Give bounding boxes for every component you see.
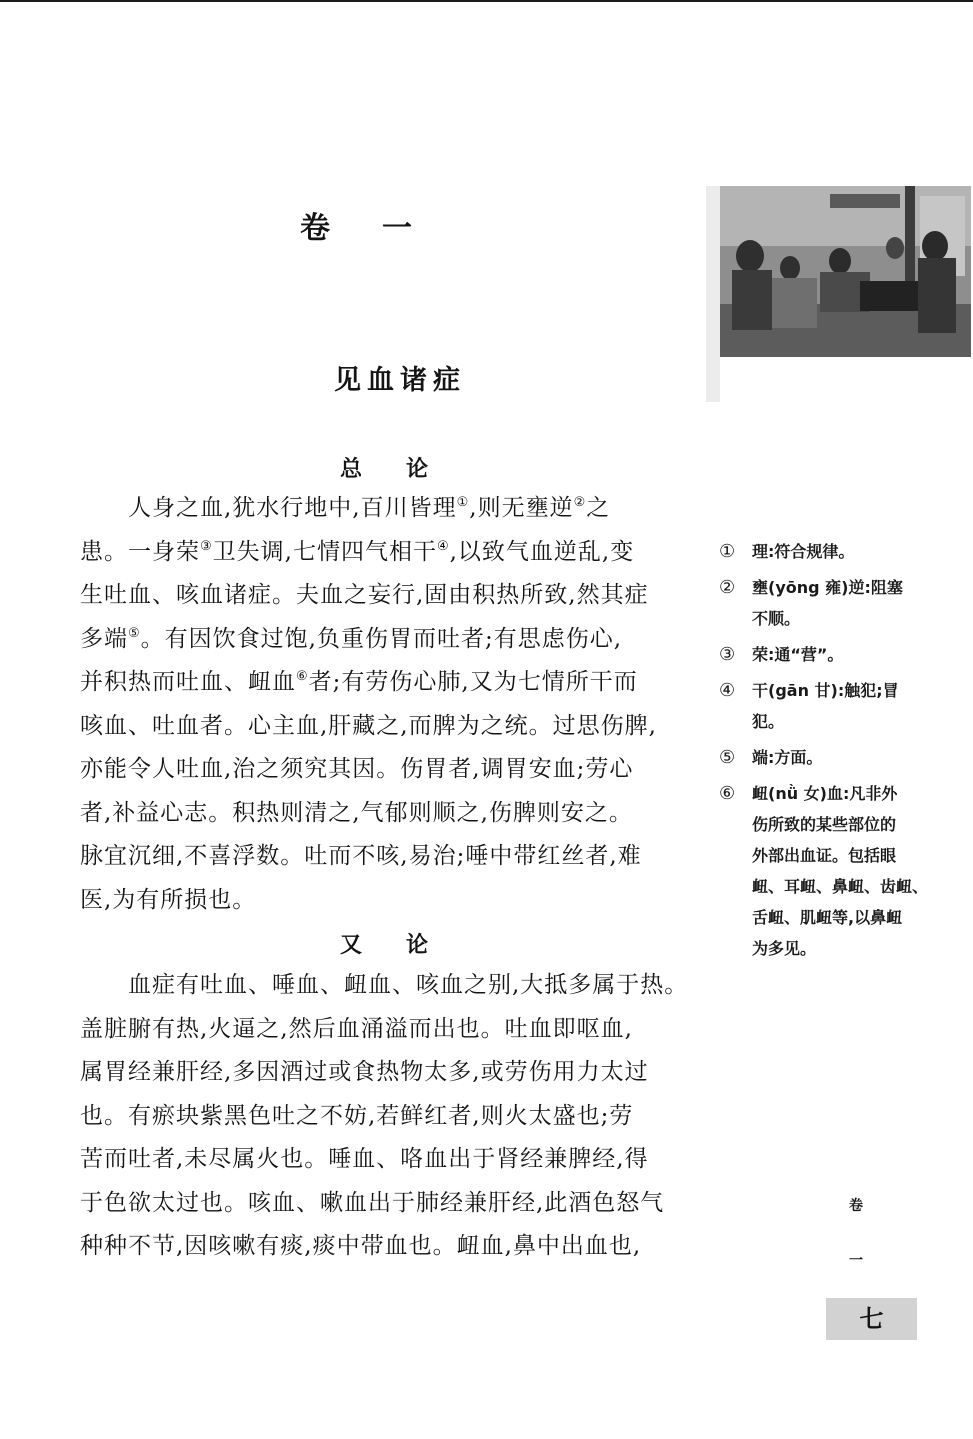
footnote-ref[interactable]: ① [456,495,470,510]
footnote-4 [719,675,949,737]
footnote-ref[interactable]: ⑤ [128,625,141,641]
text-line: 多端⑤。有因饮食过饱,负重伤胃而吐者;有思虑伤心, [80,625,623,652]
text-line: 人身之血,犹水行地中,百川皆理①,则无壅逆②之 [128,495,611,521]
text-line: 盖脏腑有热,火逼之,然后血涌溢而出也。吐血即呕血, [80,1015,633,1042]
text-line: 也。有瘀块紫黑色吐之不妨,若鲜红者,则火太盛也;劳 [80,1102,634,1129]
footnote-ref[interactable]: ⑥ [296,669,309,684]
side-volume-number: 一 [849,1253,863,1269]
footnote-text: 犯。 [752,712,785,731]
text-line: 并积热而吐血、衄血⑥者;有劳伤心肺,又为七情所干而 [80,669,638,695]
footnote-ref[interactable]: ④ [436,538,450,554]
footnote-number: ① [719,541,736,562]
side-volume-label: 卷 [849,1198,863,1214]
footnotes-column [719,536,949,969]
top-rule [0,0,973,2]
footnote-text: 理:符合规律。 [752,542,855,561]
footnote-text: 为多见。 [752,939,817,958]
footnote-2 [719,572,949,634]
footnote-5 [719,742,949,773]
footnote-text: 端:方面。 [752,748,823,767]
footnote-text: 衄、耳衄、鼻衄、齿衄、 [752,877,929,896]
footnote-number: ③ [719,644,736,665]
footnote-text: 壅(yōng 雍)逆:阻塞 [752,578,903,597]
text-line: 于色欲太过也。咳血、嗽血出于肺经兼肝经,此酒色怒气 [80,1189,665,1216]
paragraph-general [80,487,704,922]
footnote-1 [719,536,949,567]
text-line: 医,为有所损也。 [80,886,257,913]
footnote-text: 伤所致的某些部位的 [752,815,897,834]
footnote-text: 荣:通“营”。 [752,645,844,664]
illustration-image [720,186,971,357]
footnote-number: ② [719,577,736,598]
volume-title: 卷一 [300,211,464,246]
subsection-title-further: 又论 [340,933,473,958]
text-line: 患。一身荣③卫失调,七情四气相干④,以致气血逆乱,变 [80,538,635,565]
paragraph-further [80,964,704,1269]
text-line: 亦能令人吐血,治之须究其因。伤胃者,调胃安血;劳心 [80,756,634,782]
footnote-number: ⑤ [719,747,736,768]
text-line: 属胃经兼肝经,多因酒过或食热物太多,或劳伤用力太过 [80,1059,649,1085]
text-line: 咳血、吐血者。心主血,肝藏之,而脾为之统。过思伤脾, [80,712,657,739]
text-line: 血症有吐血、唾血、衄血、咳血之别,大抵多属于热。 [128,972,689,998]
footnote-3 [719,639,949,670]
footnote-text: 衄(nǜ 女)血:凡非外 [752,784,898,803]
footnote-ref[interactable]: ③ [200,538,213,554]
footnote-text: 干(gān 甘):触犯;冒 [752,681,899,700]
footnote-number: ④ [719,680,736,701]
subsection-title-general: 总论 [340,457,473,482]
footnote-number: ⑥ [719,783,736,804]
footnote-ref[interactable]: ② [573,495,587,510]
text-line: 者,补益心志。积热则清之,气郁则顺之,伤脾则安之。 [80,799,633,826]
footnote-text: 舌衄、肌衄等,以鼻衄 [752,908,903,927]
footnote-6 [719,778,949,964]
text-line: 脉宜沉细,不喜浮数。吐而不咳,易治;唾中带红丝者,难 [80,843,642,869]
illustration-margin [706,186,720,402]
section-title: 见血诸症 [334,365,466,396]
text-line: 生吐血、咳血诸症。夫血之妄行,固由积热所致,然其症 [80,582,649,608]
footnote-text: 不顺。 [752,609,801,628]
page-number: 七 [826,1298,917,1340]
text-line: 苦而吐者,未尽属火也。唾血、咯血出于肾经兼脾经,得 [80,1146,649,1172]
text-line: 种种不节,因咳嗽有痰,痰中带血也。衄血,鼻中出血也, [80,1233,642,1259]
footnote-text: 外部出血证。包括眼 [752,846,897,865]
